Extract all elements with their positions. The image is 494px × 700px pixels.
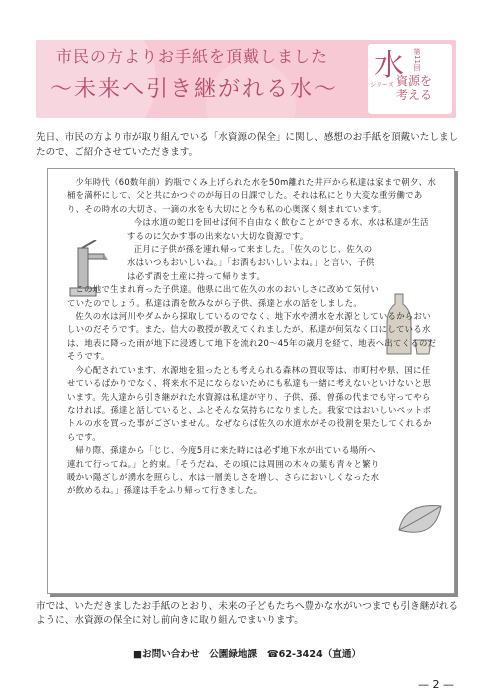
contact-info: ■お問い合わせ 公園緑地課 ☎62-3424（直通）: [132, 649, 362, 660]
title-line-1: 市民の方よりお手紙を頂戴しました: [56, 47, 329, 66]
letter-paragraph: 帰り際、孫達から「じじ、今度5月に来た時には必ず地下水が出ている場所へ連れて行ってね。」と約束。「そうだね、その頃には周囲の木々の葉も青々と繁り暖かい陽ざしが湧水を照らし、水は一層美しさを増し、さらにおいしくなった水が飲めるね。」孫達は手をふり帰って行きました。: [67, 445, 380, 496]
letter-body: [67, 172, 437, 498]
leaf-icon: [395, 500, 445, 545]
letter-paragraph: 今心配されています、水源地を狙ったとも考えられる森林の買収等は、市町村や県、国に任せているばかりでなく、将来水不足にならないためにも私達も一緒に考えないといけないと思います。先人達から引き継がれた水資源は私達が守り、子供、孫、曽孫の代までも守ってやらなければ。孫達と話していると、ふとそんな気持ちになりました。我家ではおいしいペットボトルの水を買った事がございません。なぜならば佐久の水道水がその役割を果たしてくれるからです。: [67, 364, 432, 442]
closing-paragraph: 市では、いただきましたお手紙のとおり、未来の子どもたちへ豊かな水がいつまでも引き継がれるように、水資源の保全に対し前向きに取り組んでまいります。: [36, 601, 459, 626]
letter-paragraph: 少年時代（60数年前）釣瓶でくみ上げられた水を50m離れた井戸から私達は家まで朝夕、水桶を満杯にして、父と共にかつぐのが毎日の日課でした。それは私にとり大変な重労働であり、その時水の大切さ、一滴の水をも大切にと今も私の心奥深く刻まれています。: [67, 177, 437, 214]
series-kanji: 水: [374, 48, 404, 83]
intro-paragraph: 先日、市民の方より市が取り組んでいる「水資源の保全」に関し、感想のお手紙を頂戴いたしましたので、ご紹介させていただきます。: [36, 132, 459, 158]
series-sub-2: 考える: [396, 88, 433, 102]
page-number: — 2 —: [418, 678, 454, 691]
series-subtitle: [396, 74, 432, 102]
series-badge: [368, 44, 452, 114]
series-number: 第11回: [413, 48, 421, 71]
letter-paragraph: 今は水道の蛇口を回せば何不自由なく飲むことができる水、水は私達が生活するのに欠かす事の出来ない大切な資源です。: [127, 217, 429, 241]
letter-paragraph: 佐久の水は河川やダムから採取しているのでなく、地下水や湧水を水源としているからおいしいのだそうです。また、信大の教授が教えてくれましたが、私達が何気なく口にしている水は、地表に降った雨が地下に浸透して地下を流れ20～45年の歳月を経て、地表へ出てくるのだそうです。: [67, 311, 437, 362]
series-sub-1: 資源を: [396, 74, 433, 88]
letter-paragraph: 正月に子供が孫を連れ帰って来ました。「佐久のじじ、佐久の水はいつもおいしいね。」「お酒もおいしいよね。」と言い、子供は必ず酒を土産に持って帰ります。: [127, 244, 375, 281]
title-line-2: ～未来へ引き継がれる水～: [50, 77, 339, 102]
letter-paragraph: この地で生まれ育った子供達。他県に出て佐久の水のおいしさに改めて気付いていたのでしょう。私達は酒を飲みながら子供、孫達と水の話をしました。: [67, 284, 380, 308]
series-label: シリーズ: [370, 82, 394, 89]
